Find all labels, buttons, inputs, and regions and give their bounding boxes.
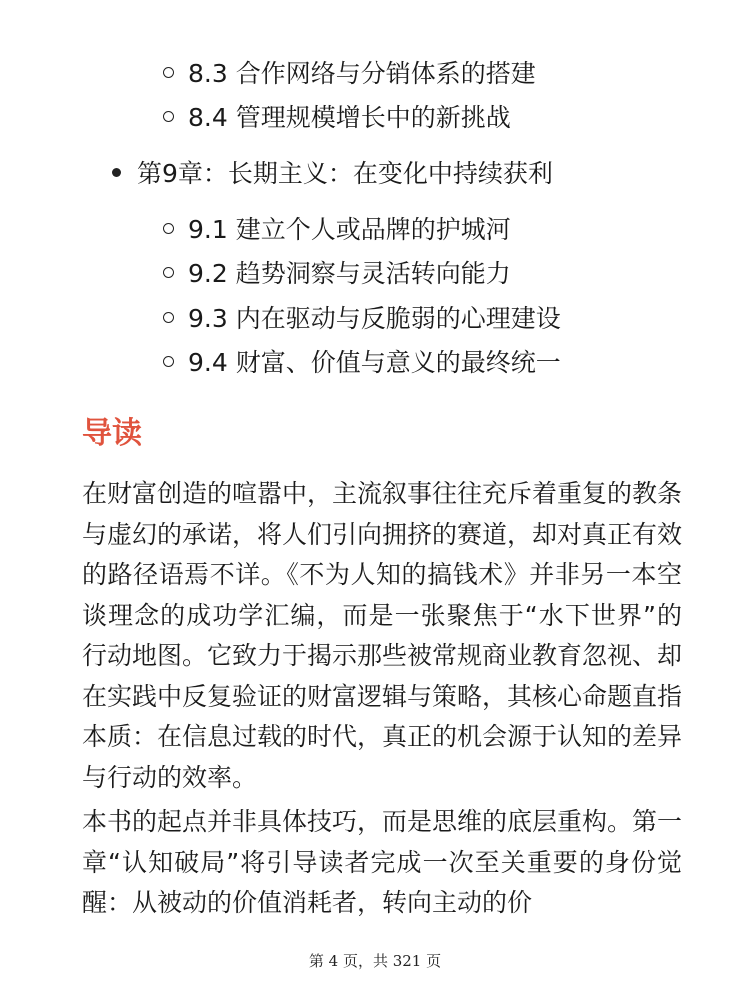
toc-sub-item	[163, 252, 511, 292]
toc-chapter-label: 第9章：长期主义：在变化中持续获利	[137, 159, 553, 188]
toc-sub-item	[163, 208, 511, 248]
circle-bullet-icon	[163, 223, 174, 234]
circle-bullet-icon	[163, 67, 174, 78]
toc-sub-item-label: 9.1 建立个人或品牌的护城河	[188, 215, 511, 244]
body-paragraph: 本书的起点并非具体技巧，而是思维的底层重构。第一章“认知破局”将引导读者完成一次至关重要的身份觉醒：从被动的价值消耗者，转向主动的价	[82, 807, 683, 917]
toc-sub-item-label: 8.4 管理规模增长中的新挑战	[188, 103, 511, 132]
toc-sub-item-label: 9.3 内在驱动与反脆弱的心理建设	[188, 304, 561, 333]
toc-sub-item	[163, 96, 511, 136]
toc-sub-item-label: 9.2 趋势洞察与灵活转向能力	[188, 259, 511, 288]
toc-sub-item-label: 8.3 合作网络与分销体系的搭建	[188, 59, 536, 88]
toc-sub-item	[163, 297, 561, 337]
circle-bullet-icon	[163, 312, 174, 323]
toc-chapter-item	[112, 152, 553, 192]
circle-bullet-icon	[163, 111, 174, 122]
section-heading: 导读	[82, 416, 142, 451]
toc-sub-item	[163, 52, 536, 92]
circle-bullet-icon	[163, 267, 174, 278]
toc-sub-item	[163, 341, 561, 381]
disc-bullet-icon	[112, 168, 121, 177]
circle-bullet-icon	[163, 356, 174, 367]
toc-sub-item-label: 9.4 财富、价值与意义的最终统一	[188, 348, 561, 377]
page-number-footer: 第 4 页，共 321 页	[308, 952, 442, 970]
body-paragraph: 在财富创造的喧嚣中，主流叙事往往充斥着重复的教条与虚幻的承诺，将人们引向拥挤的赛道，却对真正有效的路径语焉不详。《不为人知的搞钱术》并非另一本空谈理念的成功学汇编，而是一张聚焦于“水下世界”的行动地图。它致力于揭示那些被常规商业教育忽视、却在实践中反复验证的财富逻辑与策略，其核心命题直指本质：在信息过载的时代，真正的机会源于认知的差异与行动的效率。	[82, 479, 683, 792]
